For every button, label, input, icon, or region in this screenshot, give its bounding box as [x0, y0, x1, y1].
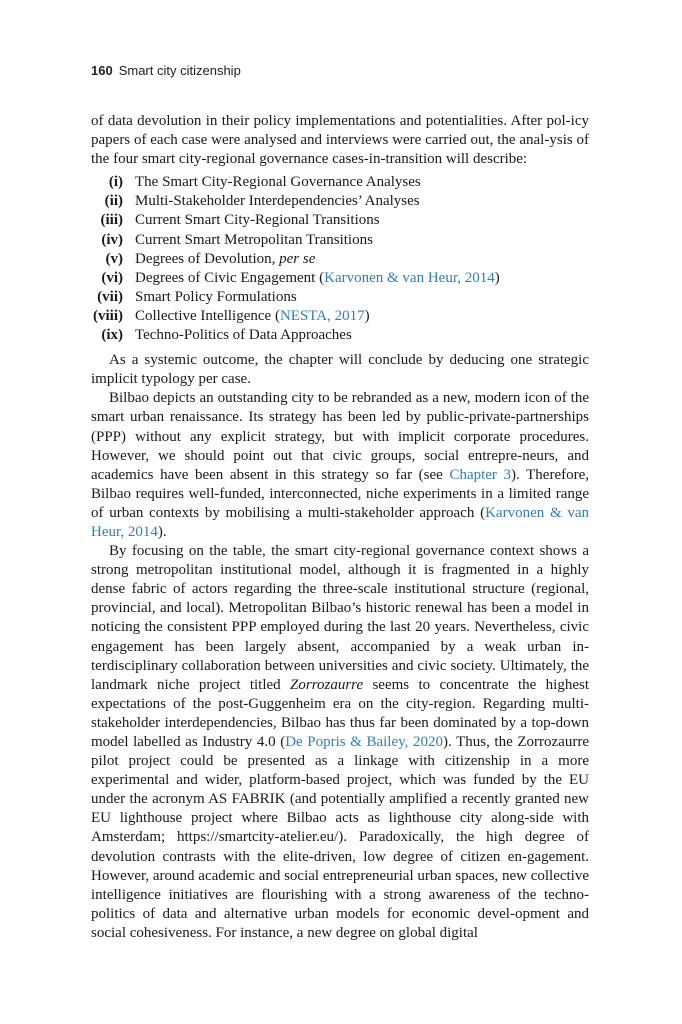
- text-line: a strong metropolitan institutional model, although it is fragmented in a highly: [91, 543, 589, 579]
- citation-link[interactable]: Karvonen & van Heur, 2014: [324, 269, 495, 286]
- list-number: (iv): [101, 231, 123, 248]
- list-text: Degrees of Devolution,: [135, 250, 280, 267]
- list-text: Techno-Politics of Data Approaches: [135, 327, 352, 344]
- text-line: By focusing on the table, the smart city-regional governance context shows: [109, 543, 577, 560]
- text-line: As a systemic outcome, the chapter will conclude by deducing one strategic: [109, 352, 589, 369]
- list-text: The Smart City-Regional Governance Analyses: [135, 174, 421, 191]
- list-text: Degrees of Civic Engagement (: [135, 269, 325, 286]
- text-fragment: ).: [511, 466, 520, 483]
- text-line: a more experimental and wider, platform-based project, which was funded by: [91, 753, 589, 789]
- list-item: [91, 269, 589, 288]
- text-line: procedures. However, we should point out that civic groups, social entrepre-: [91, 428, 589, 464]
- text-line: of data devolution in their policy implementations and potentialities. After pol-: [91, 113, 571, 129]
- text-line: partnerships (PPP) without any explicit strategy, but with implicit corporate: [91, 409, 589, 445]
- list-text-tail: ): [494, 269, 500, 286]
- text-fragment: (: [480, 504, 486, 521]
- citation-link[interactable]: Karvonen & van Heur, 2014: [91, 504, 590, 540]
- paragraph: [91, 351, 589, 389]
- list-item: [91, 326, 589, 345]
- list-item: [91, 250, 589, 269]
- list-number: (i): [108, 174, 123, 191]
- text-line: Zorrozaurre pilot project could be presented as a linkage with citizenship in: [91, 734, 589, 770]
- text-fragment: the landmark niche project titled: [91, 657, 590, 693]
- text-fragment: seems to concentrate the highest: [363, 676, 589, 693]
- text-fragment: ).: [157, 523, 167, 540]
- list-number: (iii): [100, 212, 123, 229]
- text-line: Bilbao depicts an outstanding city to be rebranded as a new, modern icon: [109, 390, 551, 407]
- text-line: icy papers of each case were analysed and interviews were carried out, the anal-: [91, 113, 589, 149]
- text-line: ysis of the four smart city-regional governance cases-in-transition will describe:: [91, 132, 590, 168]
- text-line: new collective intelligence initiatives are flourishing with a strong awareness: [91, 867, 590, 903]
- analysis-list: [91, 173, 589, 345]
- citation-link[interactable]: De Popris & Bailey, 2020: [285, 734, 444, 750]
- list-number: (viii): [93, 307, 123, 324]
- list-item: [91, 173, 589, 192]
- text-line: terdisciplinary collaboration between universities and civic society. Ultimately,: [91, 657, 567, 674]
- list-text: Multi-Stakeholder Interdependencies’ Analyses: [135, 193, 420, 210]
- list-item: [91, 192, 589, 211]
- italic-title: Zorrozaurre: [290, 676, 364, 693]
- text-line: Therefore, Bilbao requires well-funded, interconnected, niche experiments in: [91, 466, 589, 502]
- paragraph: [91, 389, 589, 542]
- text-line: a limited range of urban contexts by mobilising a multi-stakeholder approach: [91, 485, 590, 521]
- text-line: gagement. However, around academic and social entrepreneurial urban spaces,: [91, 848, 589, 884]
- text-line: granted new EU lighthouse project where Bilbao acts as lighthouse city along-: [91, 791, 590, 827]
- text-line: dense fabric of actors regarding the three-scale institutional structure (regional,: [91, 581, 589, 598]
- list-item: [91, 231, 589, 250]
- list-number: (vi): [101, 269, 123, 286]
- list-number: (v): [105, 250, 123, 267]
- text-line: of the techno-politics of data and alternative urban models for economic devel-: [91, 886, 589, 922]
- list-text: Current Smart City-Regional Transitions: [135, 212, 380, 229]
- text-line: implicit typology per case.: [91, 371, 251, 388]
- list-item: [91, 288, 589, 307]
- intro-paragraph: [91, 112, 589, 169]
- citation-link[interactable]: NESTA, 2017: [279, 307, 365, 324]
- paragraph: [91, 542, 589, 943]
- list-italic: per se: [279, 250, 316, 267]
- running-title: Smart city citizenship: [118, 63, 241, 78]
- list-text: Smart Policy Formulations: [135, 288, 297, 305]
- body-text: [91, 112, 589, 943]
- list-number: (ix): [101, 327, 123, 344]
- list-text: Current Smart Metropolitan Transitions: [135, 231, 373, 248]
- text-fragment: down model labelled as Industry 4.0 (: [91, 714, 589, 750]
- text-line: provincial, and local). Metropolitan Bilbao’s historic renewal has been a model: [91, 600, 573, 617]
- text-line: stakeholder interdependencies, Bilbao has thus far been dominated by a top-: [91, 714, 556, 731]
- text-line: of the smart urban renaissance. Its strategy has been led by public-private-: [91, 390, 589, 426]
- list-item: [91, 307, 589, 326]
- list-number: (vii): [97, 288, 123, 305]
- running-header: [91, 63, 241, 78]
- text-line: civic engagement has been largely absent, accompanied by a weak urban in-: [91, 619, 590, 655]
- list-number: (ii): [104, 193, 123, 210]
- text-line: expectations of the post-Guggenheim era on the city-region. Regarding multi-: [91, 695, 589, 712]
- chapter-link[interactable]: Chapter 3: [449, 466, 512, 483]
- text-fragment: ). Thus, the: [443, 734, 513, 750]
- text-line: the EU under the acronym AS FABRIK (and potentially amplified a recently: [91, 772, 590, 808]
- page-number: 160: [91, 63, 113, 78]
- text-line: degree of devolution contrasts with the elite-driven, low degree of citizen en-: [91, 829, 590, 865]
- list-text-tail: ): [364, 307, 370, 324]
- text-line: opment and social cohesiveness. For instance, a new degree on global digital: [91, 905, 590, 941]
- text-line: side with Amsterdam; https://smartcity-atelier.eu/). Paradoxically, the high: [91, 810, 589, 846]
- list-text: Collective Intelligence (: [135, 307, 280, 324]
- text-line: in noticing the consistent PPP employed during the last 20 years. Nevertheless,: [91, 600, 590, 636]
- text-line: neurs, and academics have been absent in this strategy so far (see: [91, 447, 589, 483]
- list-item: [91, 211, 589, 230]
